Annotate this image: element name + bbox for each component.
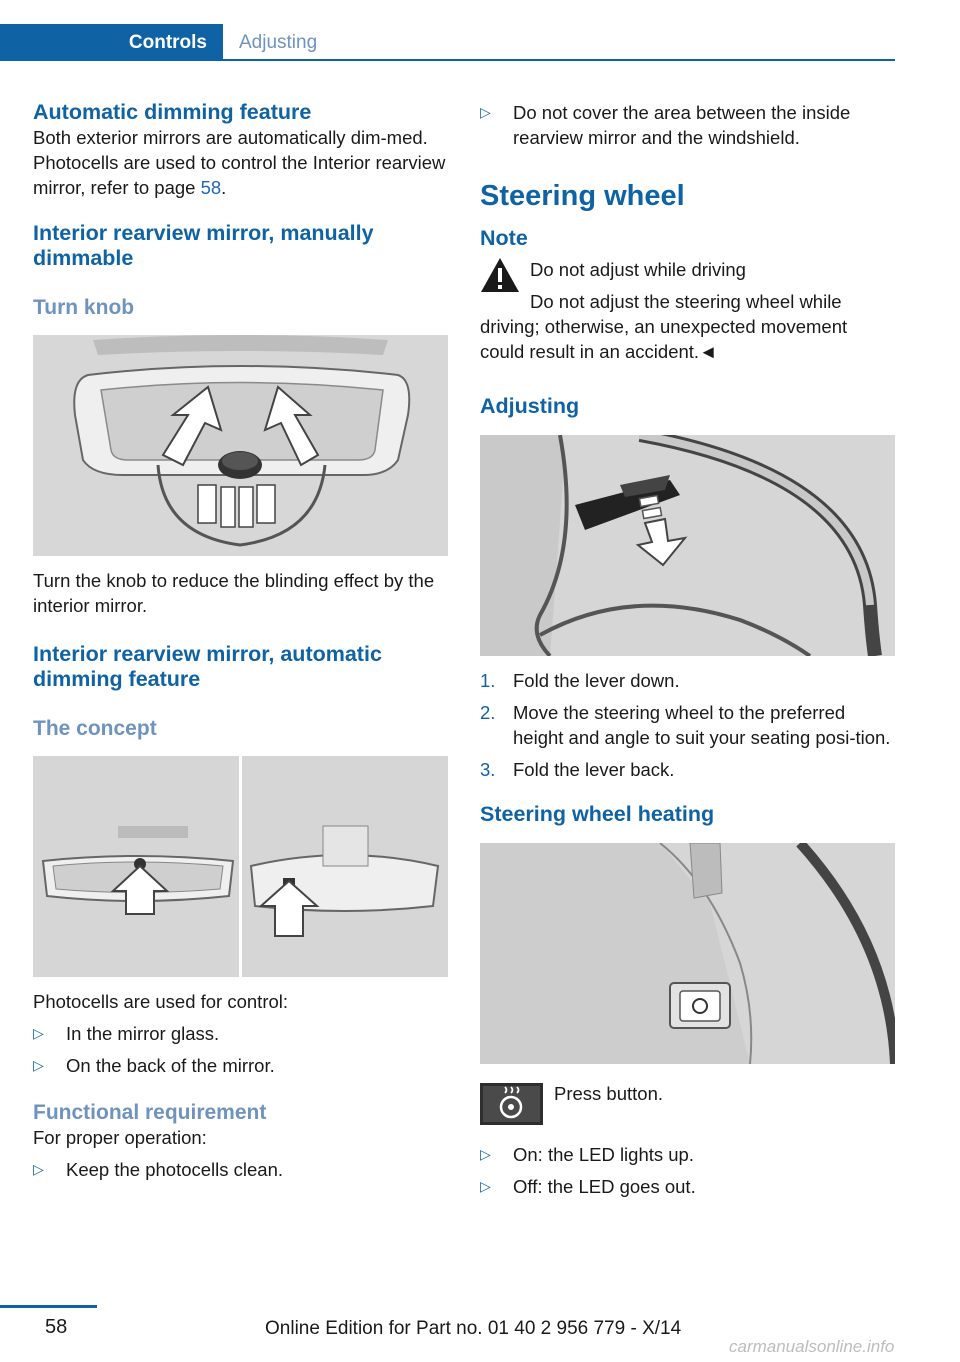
led-list [480, 1142, 895, 1199]
watermark: carmanualsonline.info [729, 1337, 895, 1356]
heating-heading: Steering wheel heating [480, 802, 715, 826]
list-item-text: Keep the photocells clean. [66, 1159, 284, 1180]
triangle-right-icon: ▷ [480, 1146, 491, 1162]
page-number: 58 [45, 1316, 68, 1338]
turn-knob-heading: Turn knob [33, 296, 135, 319]
right-column [480, 100, 895, 1206]
concept-heading: The concept [33, 717, 157, 740]
step-item [480, 700, 895, 750]
heating-button-row [480, 1083, 895, 1125]
adjust-steps [480, 668, 895, 782]
auto-dim-heading: Automatic dimming feature [33, 100, 312, 124]
turn-knob-figure [33, 335, 448, 556]
turn-knob-text: Turn the knob to reduce the blinding effect by the interior mirror. [33, 570, 435, 616]
warning-note [480, 257, 895, 364]
auto-dim-text-b: . [221, 177, 227, 198]
footer-rule [0, 1305, 97, 1308]
page-link[interactable]: 58 [200, 177, 222, 198]
header-rule [223, 59, 895, 61]
list-item-text: On: the LED lights up. [513, 1144, 694, 1165]
step-number: 3. [480, 759, 496, 780]
list-item [33, 1021, 448, 1046]
heating-figure [480, 843, 895, 1064]
triangle-right-icon: ▷ [33, 1057, 44, 1073]
tab-adjusting[interactable]: Adjusting [239, 31, 318, 53]
note-heading: Note [480, 226, 528, 250]
step-text: Fold the lever back. [513, 759, 675, 780]
func-req-list [33, 1157, 448, 1182]
tab-controls[interactable]: Controls [0, 24, 223, 61]
list-item [480, 1142, 895, 1167]
mirror-list [480, 100, 895, 150]
left-column [33, 100, 448, 1189]
edition-text: Online Edition for Part no. 01 40 2 956 779 - X/14 [265, 1318, 682, 1339]
triangle-right-icon: ▷ [480, 104, 491, 120]
list-item [480, 100, 895, 150]
list-item [480, 1174, 895, 1199]
concept-figure [33, 756, 448, 977]
adjusting-figure [480, 435, 895, 656]
note-title: Do not adjust while driving [530, 259, 746, 280]
list-item-text: On the back of the mirror. [66, 1055, 275, 1076]
step-item [480, 668, 895, 693]
manual-dim-heading: Interior rearview mirror, manually dimmable [33, 221, 374, 270]
func-req-heading: Functional requirement [33, 1101, 267, 1124]
auto-dim-text [33, 125, 448, 200]
photocell-list [33, 1021, 448, 1078]
func-req-text: For proper operation: [33, 1127, 207, 1148]
press-button-text: Press button. [554, 1083, 664, 1104]
warning-triangle-icon [480, 257, 520, 293]
step-number: 2. [480, 702, 496, 723]
steering-heating-icon [480, 1083, 543, 1125]
triangle-right-icon: ▷ [33, 1025, 44, 1041]
step-text: Fold the lever down. [513, 670, 680, 691]
list-item-text: Off: the LED goes out. [513, 1176, 696, 1197]
auto-mirror-heading: Interior rearview mirror, automatic dimming feature [33, 642, 382, 691]
triangle-right-icon: ▷ [480, 1178, 491, 1194]
step-item [480, 757, 895, 782]
step-text: Move the steering wheel to the preferred height and angle to suit your seating posi-tion. [513, 702, 891, 748]
note-text: Do not adjust the steering wheel while driving; otherwise, an unexpected movement could result in an accident.◄ [480, 291, 848, 362]
photocells-text: Photocells are used for control: [33, 991, 289, 1012]
steering-wheel-heading: Steering wheel [480, 180, 685, 212]
adjusting-heading: Adjusting [480, 394, 580, 418]
list-item [33, 1053, 448, 1078]
auto-dim-text-a: Both exterior mirrors are automatically dim-med. Photocells are used to control the Interior rearview mirror, refer to page [33, 127, 446, 198]
triangle-right-icon: ▷ [33, 1161, 44, 1177]
list-item-text: In the mirror glass. [66, 1023, 220, 1044]
step-number: 1. [480, 670, 496, 691]
header-tabs [0, 24, 895, 61]
list-item-text: Do not cover the area between the inside rearview mirror and the windshield. [513, 102, 851, 148]
list-item [33, 1157, 448, 1182]
